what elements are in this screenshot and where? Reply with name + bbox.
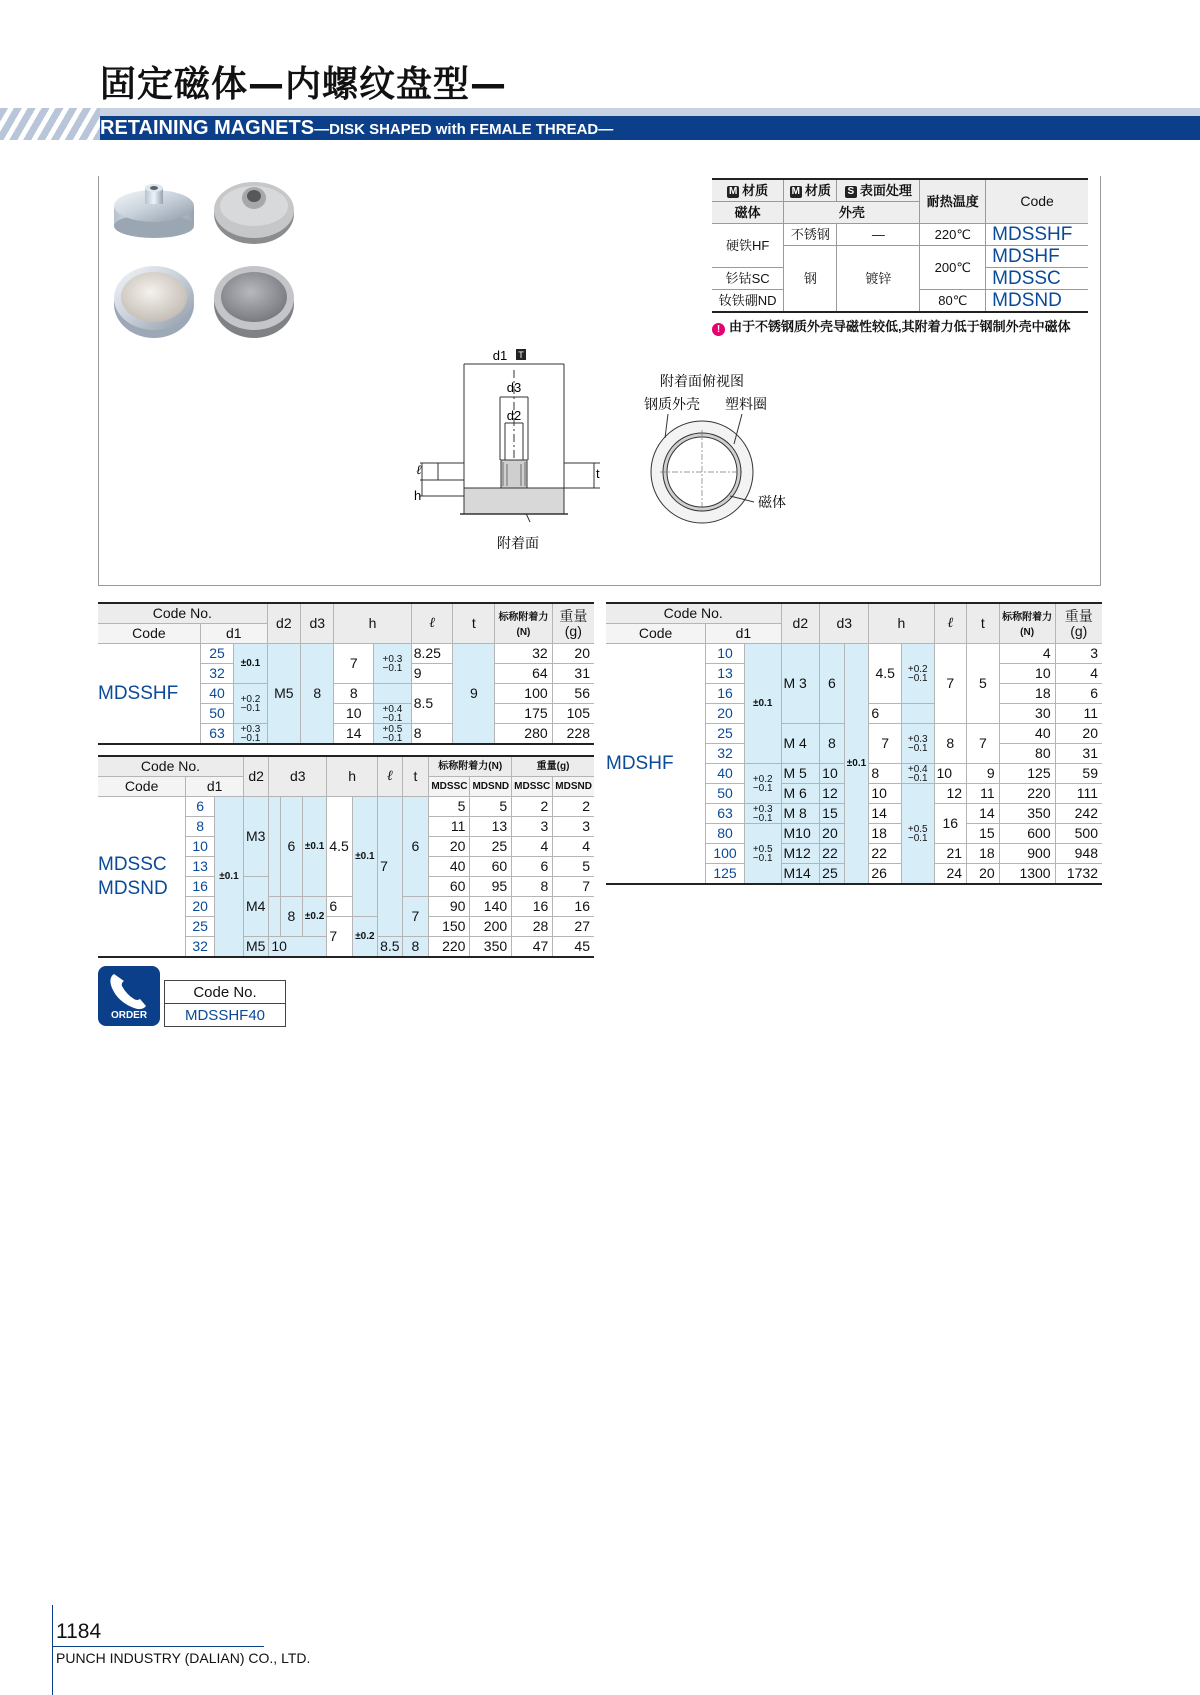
table-row: 32 80 31: [606, 744, 1102, 764]
banner-stripes: [0, 108, 100, 140]
section-drawing: [400, 340, 620, 570]
table-row: 25 M 4 8 7 +0.3 −0.1 8 7 40 20: [606, 724, 1102, 744]
photo-mdsshf-face: [114, 266, 194, 338]
order-header: Code No.: [165, 981, 286, 1004]
shell-steel: 钢: [784, 246, 837, 313]
warning-icon: !: [712, 323, 725, 336]
table-row: 13 40 60 6 5: [98, 857, 594, 877]
table-row: 63 +0.3 −0.1 M 8 15 14 16 14 350 242: [606, 804, 1102, 824]
table-row: 16 M4 60 95 8 7: [98, 877, 594, 897]
material-table: [712, 178, 1088, 313]
temp-200: 200℃: [920, 246, 986, 290]
surface-zinc: 镀锌: [837, 246, 920, 313]
page-title: 固定磁体—内螺纹盘型—: [100, 64, 508, 105]
temp-220: 220℃: [920, 224, 986, 246]
material-header-shell: M 材质: [784, 179, 837, 202]
t-badge-icon: T: [518, 350, 524, 360]
material-note: ! 由于不锈钢质外壳导磁性较低,其附着力低于钢制外壳中磁体: [712, 316, 1071, 336]
photo-mdshf-front: [214, 182, 294, 244]
table-row: 13 10 4: [606, 664, 1102, 684]
shell-stainless: 不锈钢: [784, 224, 837, 246]
table-mdssc-mdsnd: Code No. d2 d3 h ℓ t 标称附着力(N) 重量(g) Code d1 MDSSC MDSND MDSSC MDSND MDSSC MDSND 6 ±0.1 M3 6 ±0.1 4.5 ±0.1 7 6 5 5 2 2 8 11 13 3 3 10 20 25 4 4 13 40 60 6 5 16 M4 60 95 8 7 20 8 ±0.2 6 7 90 140 16 16 25 7 ±0.2 150 200 28 27 32 M5 10 8.5 8 220 350 47 45: [98, 755, 594, 958]
table-row: 10 20 25 4 4: [98, 837, 594, 857]
order-example: MDSSHF40: [165, 1004, 286, 1027]
table-row: 32 M5 10 8.5 8 220 350 47 45: [98, 937, 594, 958]
dim-t-label: t: [596, 466, 600, 481]
english-title: [100, 116, 613, 140]
magnet-sc: 钐钴SC: [712, 268, 784, 290]
company-name: PUNCH INDUSTRY (DALIAN) CO., LTD.: [56, 1650, 311, 1666]
table-row: MDSHF 10 ±0.1 M 3 6 ±0.1 4.5 +0.2 −0.1 7 5 4 3: [606, 644, 1102, 664]
shell-label: 钢质外壳: [644, 397, 700, 413]
m-badge-icon: M: [728, 186, 738, 197]
material-header-magnet-sub: 磁体: [712, 202, 784, 224]
code-mdsshf: MDSSHF: [986, 224, 1088, 246]
magnet-hf: 硬铁HF: [712, 224, 784, 268]
table-row: 63 +0.3 −0.1 14 +0.5 −0.1 8 280 228: [98, 724, 594, 745]
material-header-shell-sub: 外壳: [784, 202, 920, 224]
table-row: 100 M12 22 22 21 18 900 948: [606, 844, 1102, 864]
temp-80: 80℃: [920, 290, 986, 313]
surface-none: —: [837, 224, 920, 246]
dim-d2-label: d2: [506, 408, 522, 423]
code-mdsnd: MDSND: [986, 290, 1088, 313]
table-row: MDSSHF 25 ±0.1 M5 8 7 +0.3 −0.1 8.25 9 32 20: [98, 644, 594, 664]
table-row: 40 +0.2 −0.1 8 8.5 100 56: [98, 684, 594, 704]
table-row: 25 7 ±0.2 150 200 28 27: [98, 917, 594, 937]
table-row: MDSSC MDSND 6 ±0.1 M3 6 ±0.1 4.5 ±0.1 7 6 5 5 2 2: [98, 797, 594, 817]
order-example-table: [164, 980, 286, 1027]
photo-mdsshf-front: [114, 184, 194, 238]
top-view-label: 附着面俯视图: [660, 374, 744, 390]
dim-d1-label: d1: [492, 348, 508, 363]
table-row: 50 M 6 12 10 +0.5 −0.1 12 11 220 111: [606, 784, 1102, 804]
material-header-magnet: M 材质: [712, 179, 784, 202]
table-row: 40 +0.2 −0.1 M 5 10 8 +0.4 −0.1 10 9 125 59: [606, 764, 1102, 784]
table-mdshf: Code No. d2 d3 h ℓ t 标称附着力 (N) 重量 (g) Code d1 MDSHF 10 ±0.1 M 3 6 ±0.1 4.5 +0.2 −0.1 7 5 4 3 13 10 4 16 18 6 20 6 30 11 25 M 4 8 7 +0.3 −0.1 8 7 40 20 32 80 31 40 +0.2 −0.1 M 5 10 8 +0.4 −0.1 10 9 125 59 50 M 6 12 10 +0.5 −0.1 12 11 220 111 63 +0.3 −0.1 M 8 15 14 16 14 350 242 80 +0.5 −0.1 M10 20 18 15 600 500 100 M12 22 22 21 18 900 948 125 M14 25 26 24 20 1300 1732: [606, 602, 1102, 885]
material-header-code: Code: [986, 179, 1088, 224]
magnet-label: 磁体: [758, 495, 786, 511]
dim-h-label: h: [414, 488, 422, 503]
footer-vertical-line: [52, 1605, 53, 1695]
code-mdssc: MDSSC: [986, 268, 1088, 290]
material-header-surface: S 表面处理: [837, 179, 920, 202]
table-row: 20 8 ±0.2 6 7 90 140 16 16: [98, 897, 594, 917]
top-view-drawing: [630, 368, 810, 538]
table-row: 80 +0.5 −0.1 M10 20 18 15 600 500: [606, 824, 1102, 844]
table-row: 8 11 13 3 3: [98, 817, 594, 837]
photo-mdshf-face: [214, 266, 294, 338]
material-header-temp: 耐热温度: [920, 179, 986, 224]
plastic-label: 塑料圈: [725, 397, 767, 413]
english-title-sub: —DISK SHAPED with FEMALE THREAD—: [314, 121, 614, 138]
table-row: 50 10 +0.4 −0.1 175 105: [98, 704, 594, 724]
table-row: 16 18 6: [606, 684, 1102, 704]
dim-d3-label: d3: [506, 380, 522, 395]
product-photos: [108, 176, 308, 346]
magnet-nd: 钕铁硼ND: [712, 290, 784, 313]
surface-label: 附着面: [497, 536, 539, 552]
order-icon-label: ORDER: [110, 1010, 148, 1021]
table-row: 20 6 30 11: [606, 704, 1102, 724]
footer-horizontal-line: [52, 1646, 264, 1647]
code-mdshf: MDSHF: [986, 246, 1088, 268]
s-badge-icon: S: [845, 186, 857, 198]
dim-l-label: ℓ: [416, 463, 422, 478]
table-row: 125 M14 25 26 24 20 1300 1732: [606, 864, 1102, 885]
m-badge-icon: M: [791, 186, 800, 197]
table-row: 32 9 64 31: [98, 664, 594, 684]
banner-line: [100, 108, 1200, 116]
english-title-main: RETAINING MAGNETS: [100, 117, 315, 139]
table-mdsshf: Code No. d2 d3 h ℓ t 标称附着力 (N) 重量 (g) Code d1 MDSSHF 25 ±0.1 M5 8 7 +0.3 −0.1 8.25 9 32 20 32 9 64 31 40 +0.2 −0.1 8 8.5 100 56 50 10 +0.4 −0.1 175 105 63 +0.3 −0.1 14 +0.5 −0.1 8 280 228: [98, 602, 594, 745]
page-number: 1184: [56, 1620, 102, 1643]
